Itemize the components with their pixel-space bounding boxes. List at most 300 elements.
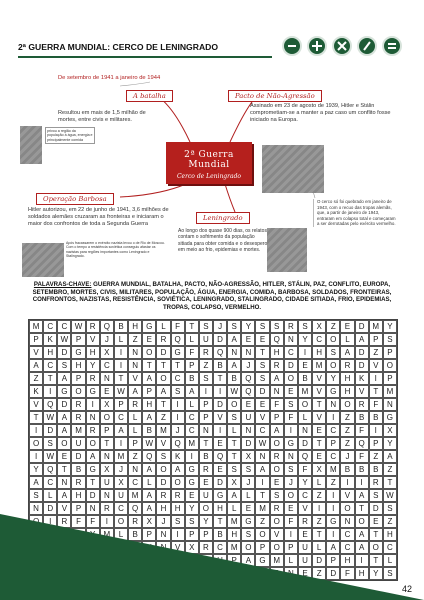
grid-cell[interactable]: P <box>142 528 156 541</box>
grid-cell[interactable]: H <box>71 359 85 372</box>
grid-cell[interactable]: B <box>185 372 199 385</box>
grid-cell[interactable]: I <box>298 346 312 359</box>
grid-cell[interactable]: P <box>185 359 199 372</box>
grid-cell[interactable]: O <box>326 359 340 372</box>
grid-cell[interactable]: M <box>185 437 199 450</box>
grid-cell[interactable]: Y <box>298 333 312 346</box>
grid-cell[interactable]: E <box>142 333 156 346</box>
grid-cell[interactable]: R <box>270 502 284 515</box>
grid-cell[interactable]: O <box>383 359 397 372</box>
grid-cell[interactable]: S <box>270 320 284 333</box>
grid-cell[interactable]: N <box>298 424 312 437</box>
grid-cell[interactable]: V <box>171 541 185 554</box>
grid-cell[interactable]: X <box>185 541 199 554</box>
grid-cell[interactable]: X <box>241 450 255 463</box>
grid-cell[interactable]: M <box>29 320 43 333</box>
grid-cell[interactable]: T <box>312 528 326 541</box>
grid-cell[interactable]: E <box>369 515 383 528</box>
grid-cell[interactable]: Z <box>369 450 383 463</box>
grid-cell[interactable]: D <box>57 346 71 359</box>
grid-cell[interactable]: A <box>227 333 241 346</box>
grid-cell[interactable]: P <box>369 333 383 346</box>
grid-cell[interactable]: B <box>227 372 241 385</box>
grid-cell[interactable]: O <box>142 346 156 359</box>
grid-cell[interactable]: O <box>185 554 199 567</box>
grid-cell[interactable]: R <box>86 372 100 385</box>
grid-cell[interactable]: H <box>340 385 354 398</box>
grid-cell[interactable]: L <box>298 411 312 424</box>
grid-cell[interactable]: V <box>29 398 43 411</box>
grid-cell[interactable]: Y <box>326 372 340 385</box>
grid-cell[interactable]: R <box>270 450 284 463</box>
grid-cell[interactable]: L <box>227 424 241 437</box>
grid-cell[interactable]: J <box>100 333 114 346</box>
grid-cell[interactable]: D <box>355 346 369 359</box>
grid-cell[interactable]: N <box>156 528 170 541</box>
grid-cell[interactable]: K <box>171 450 185 463</box>
grid-cell[interactable]: L <box>128 554 142 567</box>
grid-cell[interactable]: S <box>199 372 213 385</box>
grid-cell[interactable]: L <box>128 424 142 437</box>
grid-cell[interactable]: K <box>213 567 227 580</box>
grid-cell[interactable]: V <box>43 528 57 541</box>
grid-cell[interactable]: C <box>298 489 312 502</box>
grid-cell[interactable]: H <box>156 502 170 515</box>
grid-cell[interactable]: V <box>312 372 326 385</box>
grid-cell[interactable]: R <box>270 359 284 372</box>
grid-cell[interactable]: U <box>298 554 312 567</box>
grid-cell[interactable]: J <box>199 567 213 580</box>
grid-cell[interactable]: E <box>100 385 114 398</box>
grid-cell[interactable]: G <box>185 476 199 489</box>
grid-cell[interactable]: E <box>241 502 255 515</box>
grid-cell[interactable]: U <box>199 489 213 502</box>
grid-cell[interactable]: Z <box>29 372 43 385</box>
grid-cell[interactable]: C <box>43 359 57 372</box>
grid-cell[interactable]: N <box>284 567 298 580</box>
grid-cell[interactable]: C <box>312 333 326 346</box>
grid-cell[interactable]: N <box>128 463 142 476</box>
grid-cell[interactable]: C <box>284 346 298 359</box>
grid-cell[interactable]: E <box>298 567 312 580</box>
grid-cell[interactable]: T <box>369 554 383 567</box>
grid-cell[interactable]: Z <box>383 463 397 476</box>
grid-cell[interactable]: L <box>128 411 142 424</box>
grid-cell[interactable]: K <box>142 541 156 554</box>
grid-cell[interactable]: S <box>383 567 397 580</box>
grid-cell[interactable]: O <box>199 502 213 515</box>
grid-cell[interactable]: J <box>241 359 255 372</box>
grid-cell[interactable]: O <box>156 463 170 476</box>
grid-cell[interactable]: C <box>213 541 227 554</box>
grid-cell[interactable]: A <box>270 424 284 437</box>
grid-cell[interactable]: H <box>270 346 284 359</box>
grid-cell[interactable]: T <box>383 476 397 489</box>
grid-cell[interactable]: Z <box>128 333 142 346</box>
grid-cell[interactable]: B <box>128 528 142 541</box>
grid-cell[interactable]: I <box>213 385 227 398</box>
grid-cell[interactable]: F <box>340 567 354 580</box>
grid-cell[interactable]: V <box>128 372 142 385</box>
grid-cell[interactable]: A <box>227 359 241 372</box>
grid-cell[interactable]: V <box>29 346 43 359</box>
grid-cell[interactable]: P <box>142 385 156 398</box>
grid-cell[interactable]: X <box>312 463 326 476</box>
grid-cell[interactable]: I <box>171 528 185 541</box>
grid-cell[interactable]: Q <box>43 463 57 476</box>
grid-cell[interactable]: S <box>326 346 340 359</box>
grid-cell[interactable]: F <box>284 411 298 424</box>
grid-cell[interactable]: O <box>29 437 43 450</box>
grid-cell[interactable]: A <box>142 372 156 385</box>
grid-cell[interactable]: I <box>171 554 185 567</box>
grid-cell[interactable]: P <box>255 541 269 554</box>
grid-cell[interactable]: O <box>86 437 100 450</box>
grid-cell[interactable]: Z <box>199 359 213 372</box>
grid-cell[interactable]: C <box>100 359 114 372</box>
grid-cell[interactable]: A <box>128 385 142 398</box>
grid-cell[interactable]: V <box>86 554 100 567</box>
grid-cell[interactable]: A <box>57 411 71 424</box>
grid-cell[interactable]: N <box>383 398 397 411</box>
grid-cell[interactable]: W <box>255 437 269 450</box>
grid-cell[interactable]: L <box>383 554 397 567</box>
grid-cell[interactable]: Z <box>312 515 326 528</box>
grid-cell[interactable]: Z <box>312 567 326 580</box>
grid-cell[interactable]: E <box>241 333 255 346</box>
grid-cell[interactable]: S <box>255 372 269 385</box>
grid-cell[interactable]: W <box>57 554 71 567</box>
grid-cell[interactable]: P <box>326 554 340 567</box>
grid-cell[interactable]: O <box>270 463 284 476</box>
grid-cell[interactable]: O <box>114 515 128 528</box>
grid-cell[interactable]: V <box>270 528 284 541</box>
grid-cell[interactable]: W <box>57 567 71 580</box>
grid-cell[interactable]: I <box>171 411 185 424</box>
grid-cell[interactable]: D <box>298 437 312 450</box>
grid-cell[interactable]: D <box>284 359 298 372</box>
grid-cell[interactable]: W <box>383 489 397 502</box>
grid-cell[interactable]: R <box>369 476 383 489</box>
grid-cell[interactable]: M <box>128 489 142 502</box>
grid-cell[interactable]: T <box>185 320 199 333</box>
grid-cell[interactable]: K <box>43 333 57 346</box>
grid-cell[interactable]: G <box>86 385 100 398</box>
grid-cell[interactable]: S <box>227 320 241 333</box>
grid-cell[interactable]: B <box>213 359 227 372</box>
grid-cell[interactable]: Q <box>213 346 227 359</box>
grid-cell[interactable]: H <box>355 567 369 580</box>
grid-cell[interactable]: M <box>227 541 241 554</box>
grid-cell[interactable]: C <box>326 424 340 437</box>
grid-cell[interactable]: B <box>142 424 156 437</box>
grid-cell[interactable]: C <box>383 541 397 554</box>
grid-cell[interactable]: T <box>369 385 383 398</box>
grid-cell[interactable]: T <box>171 359 185 372</box>
grid-cell[interactable]: C <box>114 411 128 424</box>
grid-cell[interactable]: V <box>355 385 369 398</box>
grid-cell[interactable]: X <box>227 476 241 489</box>
grid-cell[interactable]: A <box>142 502 156 515</box>
grid-cell[interactable]: A <box>142 411 156 424</box>
grid-cell[interactable]: E <box>213 463 227 476</box>
grid-cell[interactable]: Z <box>312 489 326 502</box>
grid-cell[interactable]: C <box>171 372 185 385</box>
grid-cell[interactable]: E <box>255 333 269 346</box>
grid-cell[interactable]: F <box>298 463 312 476</box>
grid-cell[interactable]: E <box>298 359 312 372</box>
grid-cell[interactable]: S <box>298 320 312 333</box>
grid-cell[interactable]: R <box>199 463 213 476</box>
grid-cell[interactable]: P <box>284 541 298 554</box>
grid-cell[interactable]: O <box>227 398 241 411</box>
grid-cell[interactable]: L <box>29 567 43 580</box>
grid-cell[interactable]: G <box>255 554 269 567</box>
grid-cell[interactable]: S <box>270 489 284 502</box>
grid-cell[interactable]: M <box>156 424 170 437</box>
grid-cell[interactable]: F <box>355 424 369 437</box>
grid-cell[interactable]: G <box>284 437 298 450</box>
grid-cell[interactable]: Q <box>156 554 170 567</box>
grid-cell[interactable]: W <box>43 450 57 463</box>
grid-cell[interactable]: J <box>171 424 185 437</box>
grid-cell[interactable]: L <box>284 554 298 567</box>
grid-cell[interactable]: S <box>185 515 199 528</box>
grid-cell[interactable]: P <box>270 567 284 580</box>
grid-cell[interactable]: D <box>241 437 255 450</box>
grid-cell[interactable]: N <box>29 502 43 515</box>
grid-cell[interactable]: X <box>100 398 114 411</box>
grid-cell[interactable]: F <box>270 398 284 411</box>
grid-cell[interactable]: I <box>355 554 369 567</box>
grid-cell[interactable]: Y <box>29 463 43 476</box>
grid-cell[interactable]: M <box>312 359 326 372</box>
grid-cell[interactable]: N <box>241 424 255 437</box>
grid-cell[interactable]: A <box>114 554 128 567</box>
grid-cell[interactable]: A <box>142 567 156 580</box>
grid-cell[interactable]: A <box>355 541 369 554</box>
grid-cell[interactable]: L <box>227 502 241 515</box>
grid-cell[interactable]: L <box>43 489 57 502</box>
grid-cell[interactable]: T <box>86 567 100 580</box>
grid-cell[interactable]: T <box>312 437 326 450</box>
grid-cell[interactable]: I <box>326 411 340 424</box>
grid-cell[interactable]: T <box>156 359 170 372</box>
grid-cell[interactable]: T <box>355 502 369 515</box>
grid-cell[interactable]: Y <box>383 437 397 450</box>
grid-cell[interactable]: D <box>71 450 85 463</box>
grid-cell[interactable]: I <box>114 437 128 450</box>
grid-cell[interactable]: D <box>29 528 43 541</box>
grid-cell[interactable]: I <box>29 424 43 437</box>
grid-cell[interactable]: A <box>326 541 340 554</box>
grid-cell[interactable]: P <box>128 567 142 580</box>
grid-cell[interactable]: G <box>185 463 199 476</box>
grid-cell[interactable]: Y <box>185 502 199 515</box>
grid-cell[interactable]: S <box>227 411 241 424</box>
grid-cell[interactable]: I <box>29 541 43 554</box>
grid-cell[interactable]: Z <box>340 424 354 437</box>
grid-cell[interactable]: N <box>100 489 114 502</box>
grid-cell[interactable]: P <box>227 554 241 567</box>
grid-cell[interactable]: D <box>86 489 100 502</box>
grid-cell[interactable]: X <box>142 515 156 528</box>
grid-cell[interactable]: I <box>312 502 326 515</box>
grid-cell[interactable]: Z <box>255 515 269 528</box>
grid-cell[interactable]: P <box>114 398 128 411</box>
grid-cell[interactable]: E <box>284 502 298 515</box>
grid-cell[interactable]: M <box>270 554 284 567</box>
grid-cell[interactable]: S <box>171 515 185 528</box>
grid-cell[interactable]: N <box>128 359 142 372</box>
grid-cell[interactable]: X <box>312 320 326 333</box>
grid-cell[interactable]: E <box>57 528 71 541</box>
grid-cell[interactable]: L <box>142 476 156 489</box>
grid-cell[interactable]: A <box>156 385 170 398</box>
grid-cell[interactable]: G <box>326 515 340 528</box>
grid-cell[interactable]: O <box>114 567 128 580</box>
grid-cell[interactable]: X <box>100 346 114 359</box>
grid-cell[interactable]: H <box>86 346 100 359</box>
grid-cell[interactable]: G <box>57 385 71 398</box>
grid-cell[interactable]: G <box>213 489 227 502</box>
grid-cell[interactable]: N <box>100 372 114 385</box>
grid-cell[interactable]: Q <box>298 450 312 463</box>
grid-cell[interactable]: A <box>340 346 354 359</box>
grid-cell[interactable]: H <box>383 528 397 541</box>
grid-cell[interactable]: G <box>86 463 100 476</box>
grid-cell[interactable]: I <box>171 398 185 411</box>
grid-cell[interactable]: H <box>340 554 354 567</box>
grid-cell[interactable]: I <box>326 528 340 541</box>
grid-cell[interactable]: Q <box>128 502 142 515</box>
grid-cell[interactable]: M <box>298 385 312 398</box>
grid-cell[interactable]: O <box>171 476 185 489</box>
grid-cell[interactable]: S <box>255 320 269 333</box>
grid-cell[interactable]: T <box>255 346 269 359</box>
grid-cell[interactable]: A <box>142 463 156 476</box>
grid-cell[interactable]: T <box>213 372 227 385</box>
grid-cell[interactable]: R <box>156 489 170 502</box>
grid-cell[interactable]: L <box>312 541 326 554</box>
grid-cell[interactable]: A <box>270 372 284 385</box>
grid-cell[interactable]: M <box>227 515 241 528</box>
grid-cell[interactable]: I <box>43 515 57 528</box>
grid-cell[interactable]: F <box>71 515 85 528</box>
grid-cell[interactable]: L <box>312 476 326 489</box>
grid-cell[interactable]: J <box>241 476 255 489</box>
grid-cell[interactable]: S <box>57 541 71 554</box>
grid-cell[interactable]: N <box>86 502 100 515</box>
grid-cell[interactable]: R <box>57 515 71 528</box>
grid-cell[interactable]: R <box>355 398 369 411</box>
grid-cell[interactable]: Z <box>369 346 383 359</box>
grid-cell[interactable]: L <box>114 528 128 541</box>
grid-cell[interactable]: D <box>43 502 57 515</box>
grid-cell[interactable]: L <box>340 333 354 346</box>
grid-cell[interactable]: O <box>255 528 269 541</box>
grid-cell[interactable]: U <box>114 489 128 502</box>
grid-cell[interactable]: H <box>43 554 57 567</box>
grid-cell[interactable]: A <box>71 567 85 580</box>
grid-cell[interactable]: R <box>86 320 100 333</box>
grid-cell[interactable]: W <box>114 385 128 398</box>
grid-cell[interactable]: I <box>114 346 128 359</box>
grid-cell[interactable]: C <box>340 541 354 554</box>
grid-cell[interactable]: U <box>298 541 312 554</box>
grid-cell[interactable]: T <box>43 372 57 385</box>
grid-cell[interactable]: V <box>156 437 170 450</box>
grid-cell[interactable]: W <box>57 333 71 346</box>
grid-cell[interactable]: O <box>340 398 354 411</box>
grid-cell[interactable]: T <box>227 450 241 463</box>
grid-cell[interactable]: R <box>128 398 142 411</box>
grid-cell[interactable]: P <box>369 437 383 450</box>
grid-cell[interactable]: F <box>369 398 383 411</box>
grid-cell[interactable]: C <box>326 450 340 463</box>
grid-cell[interactable]: C <box>100 554 114 567</box>
grid-cell[interactable]: P <box>71 372 85 385</box>
grid-cell[interactable]: O <box>57 437 71 450</box>
grid-cell[interactable]: S <box>156 567 170 580</box>
grid-cell[interactable]: M <box>255 502 269 515</box>
grid-cell[interactable]: O <box>369 541 383 554</box>
grid-cell[interactable]: B <box>355 463 369 476</box>
grid-cell[interactable]: G <box>71 346 85 359</box>
grid-cell[interactable]: E <box>43 567 57 580</box>
grid-cell[interactable]: A <box>86 450 100 463</box>
grid-cell[interactable]: S <box>241 528 255 541</box>
grid-cell[interactable]: M <box>383 385 397 398</box>
grid-cell[interactable]: B <box>340 463 354 476</box>
grid-cell[interactable]: N <box>100 450 114 463</box>
grid-cell[interactable]: Q <box>142 450 156 463</box>
grid-cell[interactable]: K <box>29 385 43 398</box>
grid-cell[interactable]: V <box>312 385 326 398</box>
grid-cell[interactable]: B <box>199 450 213 463</box>
grid-cell[interactable]: O <box>298 398 312 411</box>
grid-cell[interactable]: S <box>199 320 213 333</box>
grid-cell[interactable]: Y <box>241 320 255 333</box>
grid-cell[interactable]: B <box>114 541 128 554</box>
grid-cell[interactable]: Z <box>326 476 340 489</box>
grid-cell[interactable]: G <box>383 411 397 424</box>
grid-cell[interactable]: S <box>383 502 397 515</box>
grid-cell[interactable]: U <box>199 333 213 346</box>
grid-cell[interactable]: W <box>227 385 241 398</box>
grid-cell[interactable]: P <box>100 424 114 437</box>
grid-cell[interactable]: R <box>199 541 213 554</box>
grid-cell[interactable]: T <box>142 359 156 372</box>
grid-cell[interactable]: I <box>284 528 298 541</box>
grid-cell[interactable]: P <box>199 528 213 541</box>
grid-cell[interactable]: I <box>326 489 340 502</box>
grid-cell[interactable]: E <box>185 489 199 502</box>
grid-cell[interactable]: A <box>355 528 369 541</box>
grid-cell[interactable]: V <box>86 333 100 346</box>
grid-cell[interactable]: K <box>355 372 369 385</box>
grid-cell[interactable]: I <box>86 398 100 411</box>
grid-cell[interactable]: V <box>227 567 241 580</box>
grid-cell[interactable]: N <box>128 346 142 359</box>
grid-cell[interactable]: T <box>255 489 269 502</box>
grid-cell[interactable]: P <box>185 528 199 541</box>
grid-cell[interactable]: P <box>71 333 85 346</box>
grid-cell[interactable]: T <box>114 372 128 385</box>
grid-cell[interactable]: S <box>383 333 397 346</box>
grid-cell[interactable]: R <box>71 398 85 411</box>
grid-cell[interactable]: S <box>29 489 43 502</box>
